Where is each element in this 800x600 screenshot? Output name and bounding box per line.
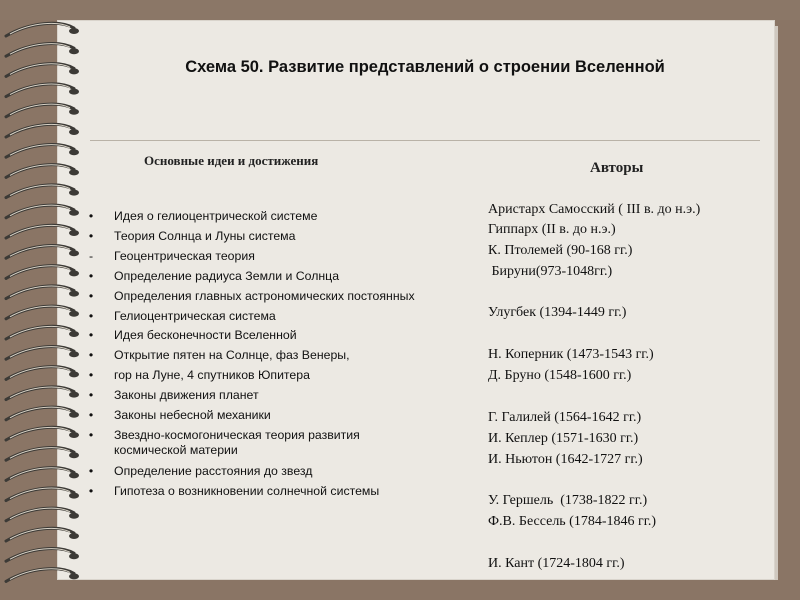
author-entry: К. Птолемей (90-168 гг.): [488, 243, 633, 258]
spiral-hole: [69, 149, 79, 155]
author-entry: Гиппарх (II в. до н.э.): [488, 222, 616, 237]
spiral-hole: [69, 109, 79, 115]
spiral-hole: [69, 48, 79, 54]
authors-column-header: Авторы: [590, 160, 644, 176]
spiral-hole: [69, 392, 79, 398]
spiral-hole: [69, 412, 79, 418]
spiral-hole: [69, 190, 79, 196]
spiral-hole: [69, 371, 79, 377]
page-title: Схема 50. Развитие представлений о строении Вселенной: [185, 58, 665, 76]
author-entry: И. Ньютон (1642-1727 гг.): [488, 452, 643, 467]
top-border: [0, 0, 800, 20]
spiral-hole: [69, 169, 79, 175]
spiral-hole: [69, 472, 79, 478]
spiral-hole: [69, 432, 79, 438]
spiral-hole: [69, 28, 79, 34]
author-entry: У. Гершель (1738-1822 гг.): [488, 493, 648, 508]
ideas-column-header: Основные идеи и достижения: [144, 153, 319, 168]
author-entry: Аристарх Самосский ( III в. до н.э.): [488, 202, 701, 217]
author-entry: Д. Бруно (1548-1600 гг.): [488, 368, 632, 383]
spiral-hole: [69, 270, 79, 276]
spiral-hole: [69, 210, 79, 216]
spiral-hole: [69, 250, 79, 256]
author-entry: Ф.В. Бессель (1784-1846 гг.): [488, 514, 657, 529]
spiral-hole: [69, 129, 79, 135]
spiral-hole: [69, 452, 79, 458]
author-entry: И. Кант (1724-1804 гг.): [488, 556, 625, 571]
spiral-hole: [69, 493, 79, 499]
spiral-hole: [69, 331, 79, 337]
spiral-hole: [69, 230, 79, 236]
author-entry: Бируни(973-1048гг.): [488, 264, 613, 279]
spiral-hole: [69, 351, 79, 357]
spiral-binding-icon: [0, 0, 95, 600]
author-entry: Г. Галилей (1564-1642 гг.): [488, 410, 642, 425]
spiral-hole: [69, 89, 79, 95]
spiral-hole: [69, 573, 79, 579]
spiral-hole: [69, 513, 79, 519]
author-entry: И. Кеплер (1571-1630 гг.): [488, 431, 639, 446]
spiral-hole: [69, 291, 79, 297]
spiral-hole: [69, 311, 79, 317]
author-entry: Н. Коперник (1473-1543 гг.): [488, 347, 654, 362]
spiral-hole: [69, 68, 79, 74]
divider: [90, 140, 760, 141]
spiral-hole: [69, 533, 79, 539]
spiral-hole: [69, 553, 79, 559]
author-entry: Улугбек (1394-1449 гг.): [488, 305, 627, 320]
